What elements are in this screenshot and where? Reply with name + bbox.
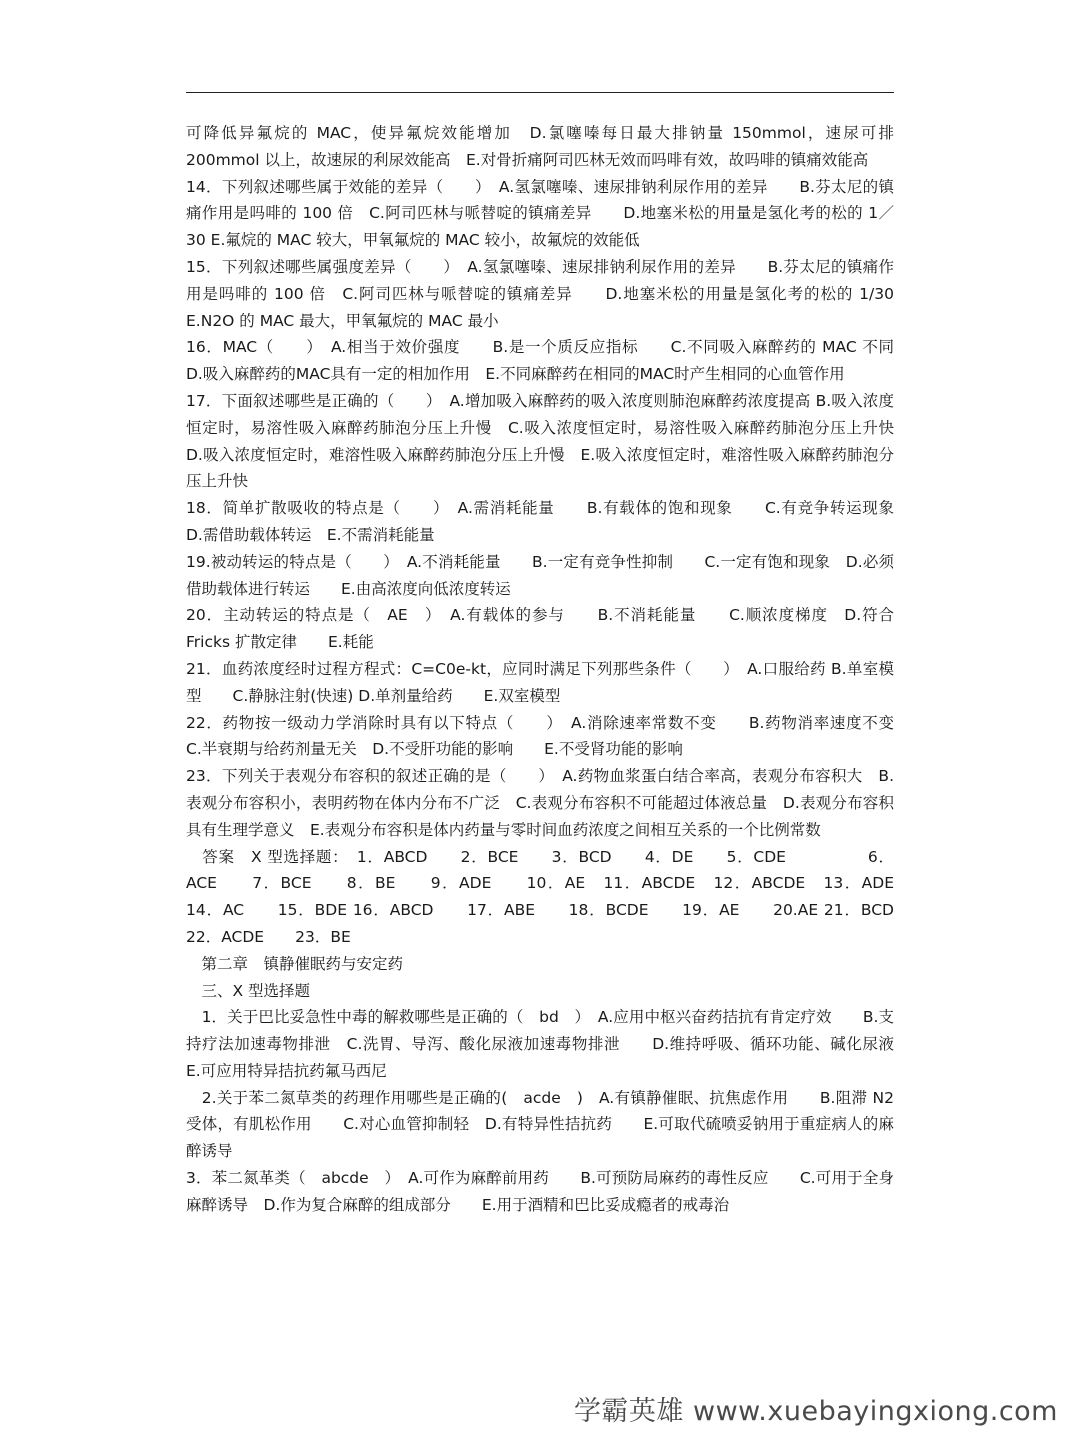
- chapter2-question-2: 2.关于苯二氮草类的药理作用哪些是正确的( acde ) A.有镇静催眠、抗焦虑作用 B.阻滞 N2 受体，有肌松作用 C.对心血管抑制轻 D.有特异性拮抗药 E.可取代硫喷妥钠用于重症病人的麻醉诱导: [186, 1088, 894, 1161]
- question-14: 14．下列叙述哪些属于效能的差异（ ） A.氢氯噻嗪、速尿排钠利尿作用的差异 B.芬太尼的镇痛作用是吗啡的 100 倍 C.阿司匹林与哌替啶的镇痛差异 D.地塞米松的用量是氢化考的松的 1／30 E.氟烷的 MAC 较大，甲氧氟烷的 MAC 较小，故氟烷的效能低: [186, 177, 894, 250]
- question-22: 22．药物按一级动力学消除时具有以下特点（ ） A.消除速率常数不变 B.药物消率速度不变 C.半衰期与给药剂量无关 D.不受肝功能的影响 E.不受肾功能的影响: [186, 713, 926, 759]
- question-20: 20．主动转运的特点是（ AE ） A.有载体的参与 B.不消耗能量 C.顺浓度梯度 D.符合 Fricks 扩散定律 E.耗能: [186, 606, 894, 652]
- paragraph-continuation: 可降低异氟烷的 MAC，使异氟烷效能增加 D.氯噻嗪每日最大排钠量 150mmol，速尿可排 200mmol 以上，故速尿的利尿效能高 E.对骨折痛阿司匹林无效而吗啡有效，故吗啡的镇痛效能高: [186, 124, 894, 169]
- question-17: 17．下面叙述哪些是正确的（ ） A.增加吸入麻醉药的吸入浓度则肺泡麻醉药浓度提高 B.吸入浓度恒定时，易溶性吸入麻醉药肺泡分压上升慢 C.吸入浓度恒定时，易溶性吸入麻醉药肺泡分压上升快 D.吸入浓度恒定时，难溶性吸入麻醉药肺泡分压上升慢 E.吸入浓度恒定时，难溶性吸入麻醉药肺泡分压上升快: [186, 391, 910, 491]
- answer-key: 答案 X 型选择题： 1．ABCD 2．BCE 3．BCD 4．DE 5．CDE 6．ACE 7．BCE 8．BE 9．ADE 10．AE 11．ABCDE 12．ABCDE 13．ADE 14．AC 15．BDE 16．ABCD 17．ABE 18．BCDE 19．AE 20.AE 21．BCD 22．ACDE 23．BE: [186, 847, 926, 946]
- chapter2-question-3: 3．苯二氮革类（ abcde ） A.可作为麻醉前用药 B.可预防局麻药的毒性反应 C.可用于全身麻醉诱导 D.作为复合麻醉的组成部分 E.用于酒精和巴比妥成瘾者的戒毒治: [186, 1169, 894, 1214]
- watermark-footer: 学霸英雄 www.xuebayingxiong.com: [573, 1396, 1058, 1427]
- question-15: 15．下列叙述哪些属强度差异（ ） A.氢氯噻嗪、速尿排钠利尿作用的差异 B.芬太尼的镇痛作用是吗啡的 100 倍 C.阿司匹林与哌替啶的镇痛差异 D.地塞米松的用量是氢化考的松的 1/30 E.N2O 的 MAC 最大，甲氧氟烷的 MAC 最小: [186, 257, 894, 330]
- question-16: 16．MAC（ ） A.相当于效价强度 B.是一个质反应指标 C.不同吸入麻醉药的 MAC 不同 D.吸入麻醉药的MAC具有一定的相加作用 E.不同麻醉药在相同的MAC时产生相同的心血管作用: [186, 338, 910, 384]
- chapter-heading: 第二章 镇静催眠药与安定药: [186, 954, 404, 973]
- section-heading: 三、X 型选择题: [186, 981, 311, 1000]
- header-rule: [186, 92, 894, 93]
- document-body: [186, 120, 926, 1219]
- question-23: 23．下列关于表观分布容积的叙述正确的是（ ） A.药物血浆蛋白结合率高，表观分布容积大 B.表观分布容积小，表明药物在体内分布不广泛 C.表观分布容积不可能超过体液总量 D.表观分布容积具有生理学意义 E.表观分布容积是体内药量与零时间血药浓度之间相互关系的一个比例常数: [186, 767, 894, 839]
- question-19: 19.被动转运的特点是（ ） A.不消耗能量 B.一定有竞争性抑制 C.一定有饱和现象 D.必须借助载体进行转运 E.由高浓度向低浓度转运: [186, 552, 894, 598]
- chapter2-question-1: 1．关于巴比妥急性中毒的解救哪些是正确的（ bd ） A.应用中枢兴奋药拮抗有肯定疗效 B.支持疗法加速毒物排泄 C.洗胃、导泻、酸化尿液加速毒物排泄 D.维持呼吸、循环功能、碱化尿液 E.可应用特异拮抗药氟马西尼: [186, 1008, 910, 1080]
- question-18: 18．简单扩散吸收的特点是（ ） A.需消耗能量 B.有载体的饱和现象 C.有竞争转运现象 D.需借助载体转运 E.不需消耗能量: [186, 499, 926, 544]
- question-21: 21．血药浓度经时过程方程式：C=C0e-kt，应同时满足下列那些条件（ ） A.口服给药 B.单室模型 C.静脉注射(快速) D.单剂量给药 E.双室模型: [186, 659, 894, 705]
